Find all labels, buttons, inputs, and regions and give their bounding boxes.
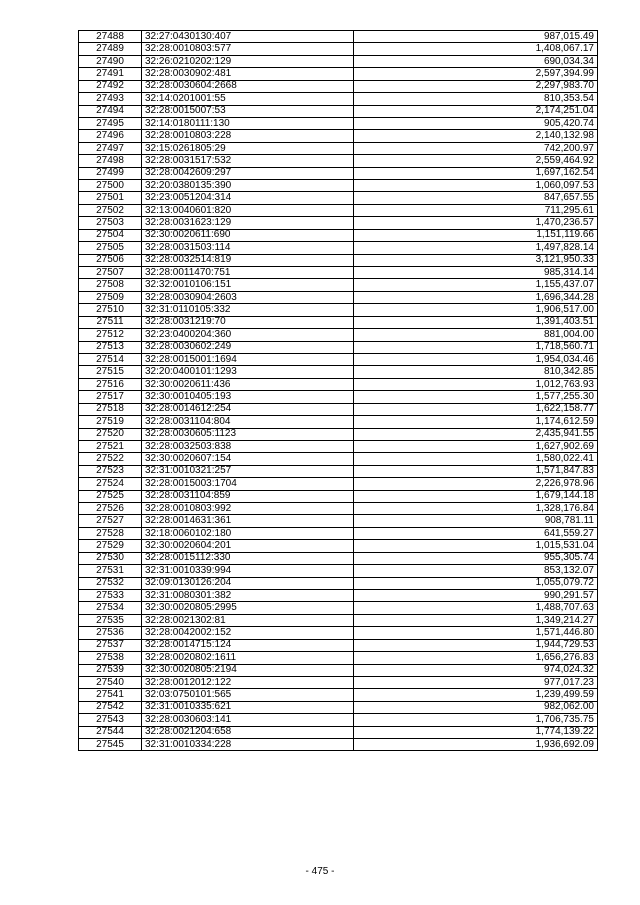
table-row	[79, 80, 598, 92]
table-row	[79, 391, 598, 403]
cadastral-number-cell: 32:20:0400101:1293	[142, 366, 354, 378]
table-row	[79, 701, 598, 713]
table-row	[79, 639, 598, 651]
cadastral-number-cell: 32:28:0014612:254	[142, 403, 354, 415]
row-number-cell: 27511	[79, 316, 142, 328]
cadastral-number-cell: 32:28:0042002:152	[142, 627, 354, 639]
row-number-cell: 27492	[79, 80, 142, 92]
row-number-cell: 27518	[79, 403, 142, 415]
value-cell: 1,622,158.77	[354, 403, 598, 415]
table-row	[79, 428, 598, 440]
cadastral-number-cell: 32:28:0031104:859	[142, 490, 354, 502]
row-number-cell: 27494	[79, 105, 142, 117]
value-cell: 974,024.32	[354, 664, 598, 676]
table-row	[79, 130, 598, 142]
row-number-cell: 27506	[79, 254, 142, 266]
table-row	[79, 316, 598, 328]
row-number-cell: 27508	[79, 279, 142, 291]
table-row	[79, 540, 598, 552]
value-cell: 1,580,022.41	[354, 453, 598, 465]
value-cell: 711,295.61	[354, 204, 598, 216]
row-number-cell: 27503	[79, 217, 142, 229]
row-number-cell: 27537	[79, 639, 142, 651]
table-row	[79, 366, 598, 378]
row-number-cell: 27491	[79, 68, 142, 80]
cadastral-number-cell: 32:31:0080301:382	[142, 589, 354, 601]
row-number-cell: 27542	[79, 701, 142, 713]
cadastral-number-cell: 32:28:0021302:81	[142, 614, 354, 626]
value-cell: 1,577,255.30	[354, 391, 598, 403]
row-number-cell: 27504	[79, 229, 142, 241]
row-number-cell: 27502	[79, 204, 142, 216]
cadastral-number-cell: 32:28:0030602:249	[142, 341, 354, 353]
cadastral-number-cell: 32:09:0130126:204	[142, 577, 354, 589]
row-number-cell: 27526	[79, 503, 142, 515]
value-cell: 990,291.57	[354, 589, 598, 601]
table-row	[79, 341, 598, 353]
table-row	[79, 453, 598, 465]
row-number-cell: 27529	[79, 540, 142, 552]
row-number-cell: 27513	[79, 341, 142, 353]
value-cell: 641,559.27	[354, 527, 598, 539]
table-row	[79, 378, 598, 390]
cadastral-number-cell: 32:31:0010321:257	[142, 465, 354, 477]
row-number-cell: 27523	[79, 465, 142, 477]
value-cell: 905,420.74	[354, 117, 598, 129]
value-cell: 977,017.23	[354, 676, 598, 688]
table-row	[79, 31, 598, 43]
value-cell: 1,497,828.14	[354, 242, 598, 254]
value-cell: 2,226,978.96	[354, 478, 598, 490]
table-row	[79, 217, 598, 229]
value-cell: 1,697,162.54	[354, 167, 598, 179]
table-row	[79, 167, 598, 179]
cadastral-number-cell: 32:28:0030904:2603	[142, 291, 354, 303]
row-number-cell: 27525	[79, 490, 142, 502]
value-cell: 908,781.11	[354, 515, 598, 527]
cadastral-number-cell: 32:28:0042609:297	[142, 167, 354, 179]
cadastral-number-cell: 32:28:0012012:122	[142, 676, 354, 688]
cadastral-number-cell: 32:28:0011470:751	[142, 267, 354, 279]
cadastral-number-cell: 32:28:0032503:838	[142, 440, 354, 452]
cadastral-number-cell: 32:28:0030605:1123	[142, 428, 354, 440]
row-number-cell: 27522	[79, 453, 142, 465]
cadastral-number-cell: 32:31:0010335:621	[142, 701, 354, 713]
value-cell: 2,174,251.04	[354, 105, 598, 117]
value-cell: 985,314.14	[354, 267, 598, 279]
cadastral-number-cell: 32:30:0020805:2995	[142, 602, 354, 614]
table-row	[79, 304, 598, 316]
table-row	[79, 279, 598, 291]
value-cell: 1,349,214.27	[354, 614, 598, 626]
row-number-cell: 27541	[79, 689, 142, 701]
cadastral-number-cell: 32:03:0750101:565	[142, 689, 354, 701]
table-row	[79, 416, 598, 428]
value-cell: 1,627,902.69	[354, 440, 598, 452]
row-number-cell: 27498	[79, 155, 142, 167]
row-number-cell: 27544	[79, 726, 142, 738]
table-row	[79, 627, 598, 639]
cadastral-number-cell: 32:28:0015001:1694	[142, 353, 354, 365]
value-cell: 742,200.97	[354, 142, 598, 154]
value-cell: 1,055,079.72	[354, 577, 598, 589]
value-cell: 1,060,097.53	[354, 180, 598, 192]
value-cell: 1,488,707.63	[354, 602, 598, 614]
cadastral-number-cell: 32:30:0020607:154	[142, 453, 354, 465]
cadastral-number-cell: 32:32:0010106:151	[142, 279, 354, 291]
value-cell: 1,151,119.66	[354, 229, 598, 241]
table-row	[79, 676, 598, 688]
value-cell: 1,012,763.93	[354, 378, 598, 390]
value-cell: 1,774,139.22	[354, 726, 598, 738]
cadastral-number-cell: 32:28:0031517:532	[142, 155, 354, 167]
cadastral-number-cell: 32:14:0180111:130	[142, 117, 354, 129]
row-number-cell: 27505	[79, 242, 142, 254]
row-number-cell: 27524	[79, 478, 142, 490]
cadastral-number-cell: 32:18:0060102:180	[142, 527, 354, 539]
table-row	[79, 726, 598, 738]
table-row	[79, 105, 598, 117]
row-number-cell: 27488	[79, 31, 142, 43]
value-cell: 3,121,950.33	[354, 254, 598, 266]
cadastral-number-cell: 32:28:0031219:70	[142, 316, 354, 328]
value-cell: 847,657.55	[354, 192, 598, 204]
cadastral-number-cell: 32:31:0110105:332	[142, 304, 354, 316]
value-cell: 1,706,735.75	[354, 714, 598, 726]
cadastral-number-cell: 32:28:0030902:481	[142, 68, 354, 80]
row-number-cell: 27507	[79, 267, 142, 279]
row-number-cell: 27535	[79, 614, 142, 626]
table-row	[79, 204, 598, 216]
cadastral-number-cell: 32:13:0040601:820	[142, 204, 354, 216]
value-cell: 955,305.74	[354, 552, 598, 564]
row-number-cell: 27512	[79, 329, 142, 341]
value-cell: 1,944,729.53	[354, 639, 598, 651]
cadastral-number-cell: 32:28:0014715:124	[142, 639, 354, 651]
table-row	[79, 229, 598, 241]
cadastral-number-cell: 32:30:0020611:690	[142, 229, 354, 241]
row-number-cell: 27527	[79, 515, 142, 527]
table-row	[79, 254, 598, 266]
value-cell: 1,391,403.51	[354, 316, 598, 328]
row-number-cell: 27499	[79, 167, 142, 179]
table-row	[79, 689, 598, 701]
value-cell: 1,174,612.59	[354, 416, 598, 428]
table-row	[79, 714, 598, 726]
table-row	[79, 192, 598, 204]
cadastral-number-cell: 32:31:0010334:228	[142, 739, 354, 751]
row-number-cell: 27540	[79, 676, 142, 688]
row-number-cell: 27500	[79, 180, 142, 192]
cadastral-number-cell: 32:30:0020604:201	[142, 540, 354, 552]
value-cell: 1,015,531.04	[354, 540, 598, 552]
row-number-cell: 27543	[79, 714, 142, 726]
table-row	[79, 577, 598, 589]
cadastral-number-cell: 32:31:0010339:994	[142, 565, 354, 577]
value-cell: 1,936,692.09	[354, 739, 598, 751]
table-row	[79, 652, 598, 664]
cadastral-number-cell: 32:30:0020611:436	[142, 378, 354, 390]
row-number-cell: 27501	[79, 192, 142, 204]
table-row	[79, 155, 598, 167]
row-number-cell: 27509	[79, 291, 142, 303]
table-row	[79, 503, 598, 515]
value-cell: 2,559,464.92	[354, 155, 598, 167]
table-body	[79, 31, 598, 751]
cadastral-number-cell: 32:20:0380135:390	[142, 180, 354, 192]
value-cell: 1,571,847.83	[354, 465, 598, 477]
row-number-cell: 27495	[79, 117, 142, 129]
table-row	[79, 527, 598, 539]
page-number: - 475 -	[305, 866, 335, 877]
row-number-cell: 27534	[79, 602, 142, 614]
cadastral-number-cell: 32:15:0261805:29	[142, 142, 354, 154]
table-row	[79, 515, 598, 527]
row-number-cell: 27533	[79, 589, 142, 601]
value-cell: 1,679,144.18	[354, 490, 598, 502]
cadastral-number-cell: 32:28:0031104:804	[142, 416, 354, 428]
row-number-cell: 27490	[79, 55, 142, 67]
table-row	[79, 552, 598, 564]
table-row	[79, 478, 598, 490]
value-cell: 853,132.07	[354, 565, 598, 577]
cadastral-number-cell: 32:23:0051204:314	[142, 192, 354, 204]
cadastral-number-cell: 32:28:0014631:361	[142, 515, 354, 527]
table-row	[79, 68, 598, 80]
row-number-cell: 27489	[79, 43, 142, 55]
table-row	[79, 55, 598, 67]
cadastral-number-cell: 32:28:0010803:992	[142, 503, 354, 515]
table-row	[79, 43, 598, 55]
row-number-cell: 27517	[79, 391, 142, 403]
value-cell: 1,408,067.17	[354, 43, 598, 55]
table-row	[79, 490, 598, 502]
row-number-cell: 27528	[79, 527, 142, 539]
value-cell: 2,297,983.70	[354, 80, 598, 92]
cadastral-number-cell: 32:28:0010803:577	[142, 43, 354, 55]
value-cell: 982,062.00	[354, 701, 598, 713]
table-row	[79, 267, 598, 279]
value-cell: 1,906,517.00	[354, 304, 598, 316]
cadastral-number-cell: 32:28:0015003:1704	[142, 478, 354, 490]
row-number-cell: 27521	[79, 440, 142, 452]
table-row	[79, 291, 598, 303]
table-row	[79, 589, 598, 601]
row-number-cell: 27520	[79, 428, 142, 440]
value-cell: 1,470,236.57	[354, 217, 598, 229]
table-row	[79, 93, 598, 105]
table-row	[79, 329, 598, 341]
value-cell: 1,696,344.28	[354, 291, 598, 303]
row-number-cell: 27532	[79, 577, 142, 589]
value-cell: 881,004.00	[354, 329, 598, 341]
row-number-cell: 27538	[79, 652, 142, 664]
table-row	[79, 353, 598, 365]
cadastral-number-cell: 32:28:0030603:141	[142, 714, 354, 726]
value-cell: 810,342.85	[354, 366, 598, 378]
value-cell: 2,140,132.98	[354, 130, 598, 142]
value-cell: 1,239,499.59	[354, 689, 598, 701]
value-cell: 1,155,437.07	[354, 279, 598, 291]
cadastral-number-cell: 32:23:0400204:360	[142, 329, 354, 341]
row-number-cell: 27497	[79, 142, 142, 154]
cadastral-number-cell: 32:30:0020805:2194	[142, 664, 354, 676]
table-row	[79, 739, 598, 751]
table-row	[79, 614, 598, 626]
value-cell: 1,328,176.84	[354, 503, 598, 515]
row-number-cell: 27530	[79, 552, 142, 564]
row-number-cell: 27545	[79, 739, 142, 751]
table-row	[79, 403, 598, 415]
value-cell: 987,015.49	[354, 31, 598, 43]
cadastral-value-table	[78, 30, 598, 751]
row-number-cell: 27496	[79, 130, 142, 142]
cadastral-number-cell: 32:30:0010405:193	[142, 391, 354, 403]
value-cell: 2,597,394.99	[354, 68, 598, 80]
cadastral-number-cell: 32:14:0201001:55	[142, 93, 354, 105]
row-number-cell: 27514	[79, 353, 142, 365]
cadastral-number-cell: 32:28:0021204:658	[142, 726, 354, 738]
cadastral-number-cell: 32:28:0032514:819	[142, 254, 354, 266]
cadastral-number-cell: 32:28:0015112:330	[142, 552, 354, 564]
cadastral-number-cell: 32:28:0015007:53	[142, 105, 354, 117]
row-number-cell: 27510	[79, 304, 142, 316]
row-number-cell: 27515	[79, 366, 142, 378]
row-number-cell: 27519	[79, 416, 142, 428]
value-cell: 1,656,276.83	[354, 652, 598, 664]
cadastral-number-cell: 32:26:0210202:129	[142, 55, 354, 67]
table-row	[79, 465, 598, 477]
table-row	[79, 440, 598, 452]
table-row	[79, 664, 598, 676]
table-row	[79, 142, 598, 154]
table-row	[79, 602, 598, 614]
cadastral-number-cell: 32:28:0031623:129	[142, 217, 354, 229]
value-cell: 2,435,941.55	[354, 428, 598, 440]
cadastral-number-cell: 32:28:0031503:114	[142, 242, 354, 254]
table-row	[79, 565, 598, 577]
table-row	[79, 242, 598, 254]
value-cell: 1,718,560.71	[354, 341, 598, 353]
row-number-cell: 27536	[79, 627, 142, 639]
table-row	[79, 180, 598, 192]
value-cell: 1,571,446.80	[354, 627, 598, 639]
value-cell: 810,353.54	[354, 93, 598, 105]
cadastral-number-cell: 32:28:0030604:2668	[142, 80, 354, 92]
value-cell: 690,034.34	[354, 55, 598, 67]
table-row	[79, 117, 598, 129]
row-number-cell: 27516	[79, 378, 142, 390]
value-cell: 1,954,034.46	[354, 353, 598, 365]
cadastral-number-cell: 32:28:0010803:228	[142, 130, 354, 142]
row-number-cell: 27493	[79, 93, 142, 105]
cadastral-number-cell: 32:28:0020802:1611	[142, 652, 354, 664]
row-number-cell: 27531	[79, 565, 142, 577]
row-number-cell: 27539	[79, 664, 142, 676]
cadastral-number-cell: 32:27:0430130:407	[142, 31, 354, 43]
